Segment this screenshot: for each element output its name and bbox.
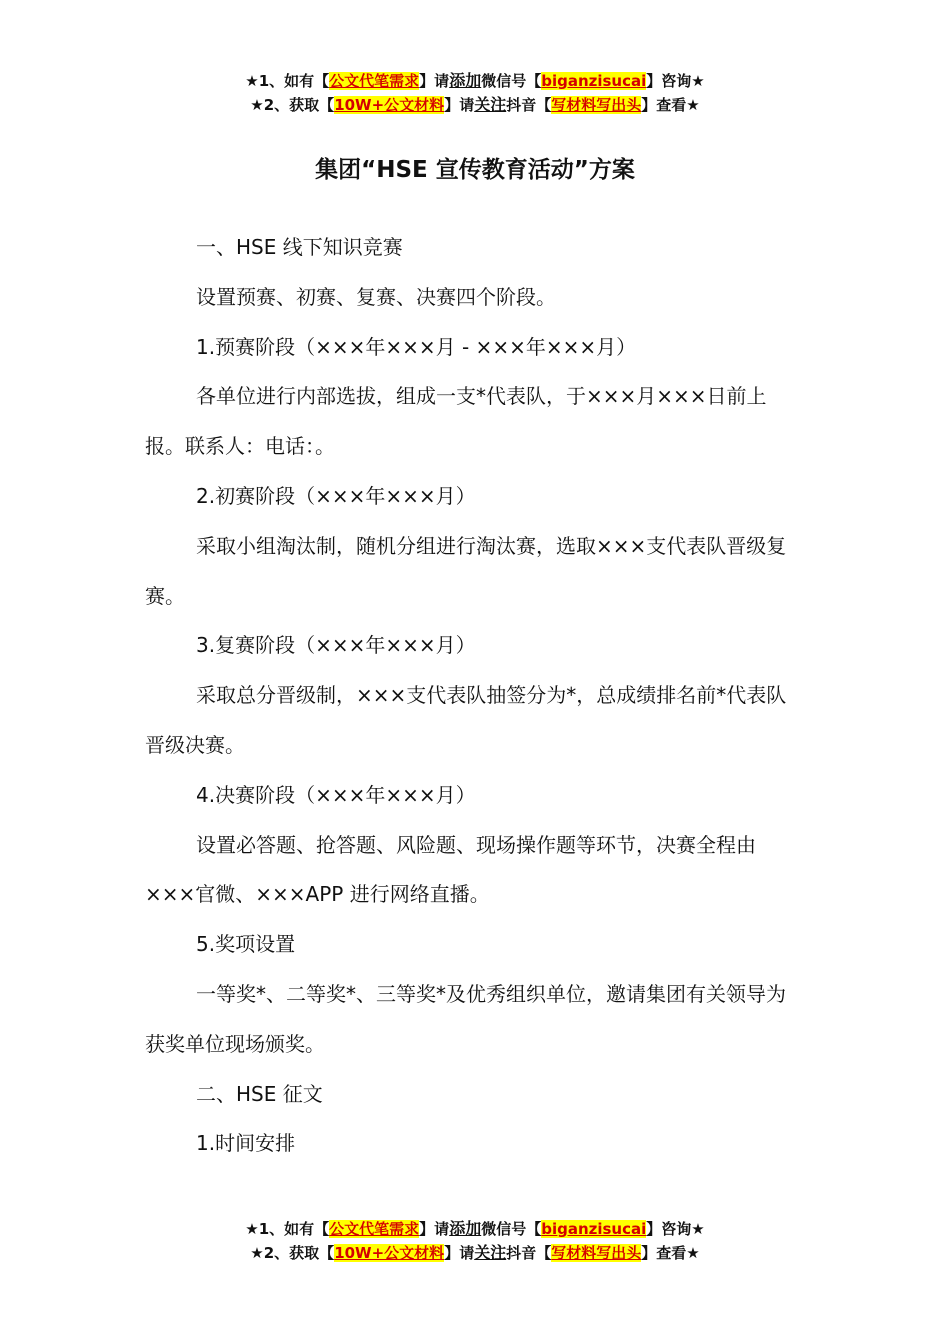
section-heading: 一、HSE 线下知识竞赛: [196, 235, 403, 259]
highlight-materials: 10W+公文材料: [334, 1244, 445, 1262]
subheading: 5.奖项设置: [196, 932, 296, 957]
paragraph: 设置预赛、初赛、复赛、决赛四个阶段。: [196, 284, 556, 309]
footer-banner: [0, 1217, 950, 1265]
banner-line-2: ★2、获取【10W+公文材料】请关注抖音【写材料写出头】查看★: [250, 95, 700, 114]
banner-line-1: ★1、如有【公文代笔需求】请添加微信号【biganzisucai】咨询★: [245, 1219, 705, 1238]
subheading: 1.预赛阶段（×××年×××月 - ×××年×××月）: [196, 334, 637, 359]
highlight-douyin: 写材料写出头: [551, 1244, 642, 1262]
highlight-ghostwriting: 公文代笔需求: [329, 1220, 420, 1238]
highlight-douyin: 写材料写出头: [551, 96, 642, 114]
banner-line-1: ★1、如有【公文代笔需求】请添加微信号【biganzisucai】咨询★: [245, 71, 705, 90]
subheading: 1.时间安排: [196, 1131, 296, 1156]
highlight-wechat-id: biganzisucai: [541, 72, 647, 90]
subheading: 4.决赛阶段（×××年×××月）: [196, 782, 476, 807]
paragraph: 各单位进行内部选拔，组成一支*代表队，于×××月×××日前上报。联系人：电话：。: [145, 384, 767, 459]
header-banner: [0, 69, 950, 117]
paragraph: 设置必答题、抢答题、风险题、现场操作题等环节，决赛全程由×××官微、×××APP 进行网络直播。: [145, 832, 756, 907]
subheading: 3.复赛阶段（×××年×××月）: [196, 633, 476, 658]
subheading: 2.初赛阶段（×××年×××月）: [196, 483, 476, 508]
paragraph: 采取小组淘汰制，随机分组进行淘汰赛，选取×××支代表队晋级复赛。: [145, 533, 787, 608]
highlight-ghostwriting: 公文代笔需求: [329, 72, 420, 90]
document-title: 集团“HSE 宣传教育活动”方案: [315, 157, 635, 183]
paragraph: 采取总分晋级制，×××支代表队抽签分为*，总成绩排名前*代表队晋级决赛。: [145, 683, 787, 757]
section-heading: 二、HSE 征文: [196, 1081, 323, 1106]
banner-line-2: ★2、获取【10W+公文材料】请关注抖音【写材料写出头】查看★: [250, 1243, 700, 1262]
highlight-wechat-id: biganzisucai: [541, 1220, 647, 1238]
highlight-materials: 10W+公文材料: [334, 96, 445, 114]
paragraph: 一等奖*、二等奖*、三等奖*及优秀组织单位，邀请集团有关领导为获奖单位现场颁奖。: [145, 981, 786, 1056]
document-body: [145, 223, 805, 1169]
